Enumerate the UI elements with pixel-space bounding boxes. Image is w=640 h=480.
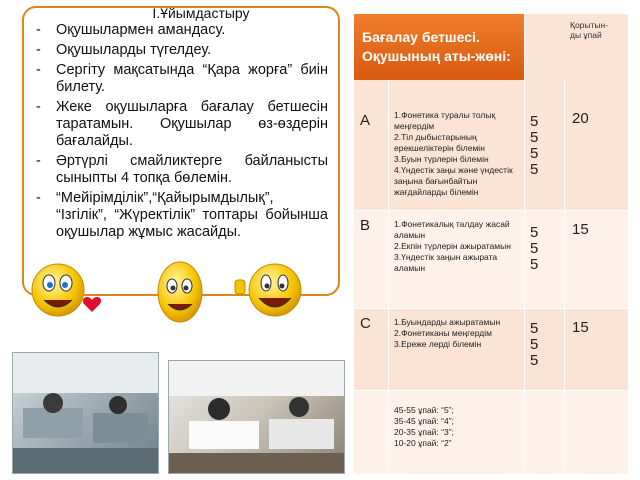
assessment-table [354,14,628,474]
smileys-illustration [30,256,350,331]
list-item: - Жеке оқушыларға бағалау бетшесін таратамын. Оқушылар өз-өздерін бағалайды. [36,99,328,149]
smiley-face-icon [158,262,202,322]
table-subtitle: Оқушының аты-жөні: [362,48,511,64]
table-row [354,308,628,390]
group-letter: В [360,217,371,234]
score-list: 5 5 5 [530,320,539,369]
total-score: 15 [572,319,589,336]
panel-title: І.Ұйымдастыру [152,6,250,21]
list-item: - Сергіту мақсатында “Қара жорға” биін билету. [36,62,328,95]
list-item: - Әртүрлі смайликтерге байланысты сыныпты 4 топқа бөлемін. [36,153,328,186]
score-list: 5 5 5 [530,224,539,273]
list-item: - Оқушыларды түгелдеу. [36,42,212,58]
table-row [354,210,628,308]
grading-scale: 45-55 ұпай: “5”; 35-45 ұпай: “4”; 20-35 ұпай: “3”; 10-20 ұпай: “2” [394,405,454,448]
classroom-photo [12,352,159,474]
table-row [354,80,628,210]
bullet-list [34,22,328,244]
smiley-face-icon [32,264,84,316]
classroom-photo [168,360,345,474]
list-item: - “Мейірімділік”,“Қайырымдылық”, “Ізгілік”, “Жүректілік” топтары бойынша оқушылар жұмыс жасайды. [36,190,328,240]
group-letter: А [360,112,371,129]
criteria-list: 1.Фонетика туралы толық меңгердім 2.Тіл дыбыстарының ерекшеліктерін білемін 3.Буын түрлерін білемін 4.Үндестік заңы және үндестік заңына бағынбайтын жағдайларды білемін [394,110,513,197]
group-letter: С [360,315,371,332]
criteria-list: 1.Буындарды ажыратамын 2.Фонетиканы меңгердім 3.Ереже лерді білемін [394,317,501,349]
list-item: - Оқушылармен амандасу. [36,22,226,38]
score-list: 5 5 5 5 [530,113,539,178]
criteria-list: 1.Фонетикалық талдау жасай аламын 2.Екпін түрлерін ажыратамын 3.Үндестік заңын ажырата аламын [394,219,511,273]
total-score: 20 [572,110,589,127]
table-title: Бағалау бетшесі. [362,29,480,45]
smiley-face-icon [249,264,301,316]
total-column-header: Қорытын- ды ұпай [570,20,609,40]
classroom-photo-illustration [169,361,344,473]
total-score: 15 [572,221,589,238]
classroom-photo-illustration [13,353,158,473]
table-row [354,390,628,474]
thumbs-up-icon [235,280,245,294]
table-header [354,14,524,80]
heart-icon [83,297,101,312]
organization-panel [22,6,340,296]
